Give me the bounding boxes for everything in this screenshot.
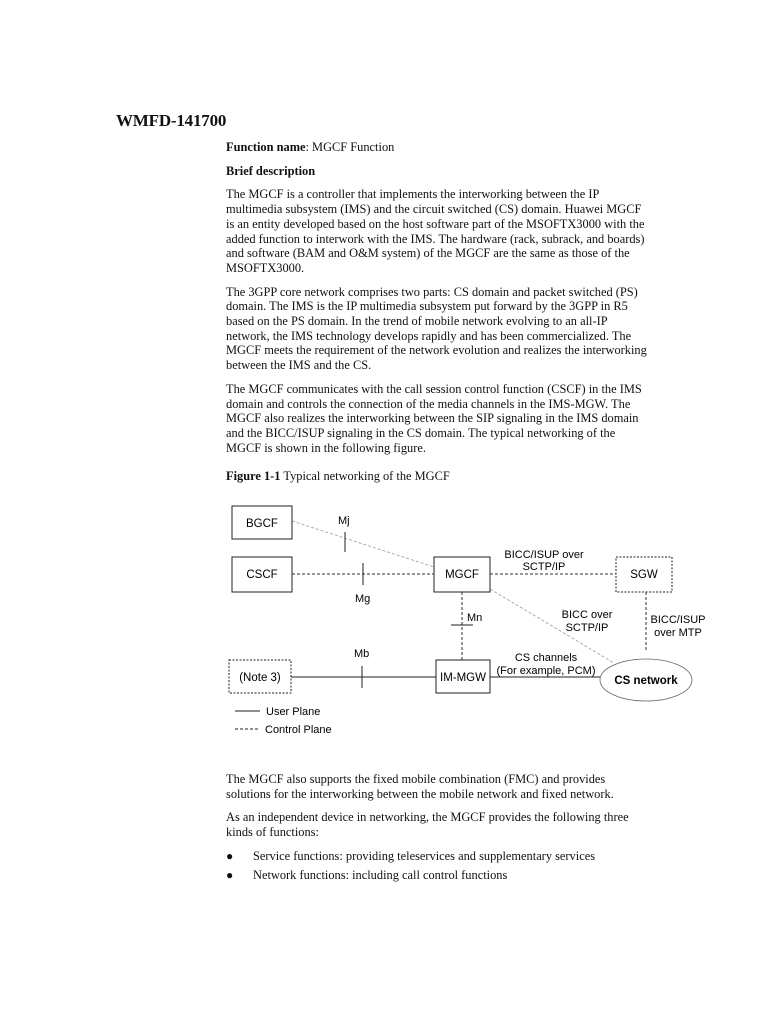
function-name-line bbox=[226, 140, 650, 155]
figure-label: Figure 1-1 bbox=[226, 469, 281, 484]
bicc-mtp-label-2: over MTP bbox=[654, 627, 702, 639]
bgcf-label: BGCF bbox=[246, 518, 278, 530]
cs-network-node bbox=[600, 659, 692, 701]
paragraph: The MGCF communicates with the call session control function (CSCF) in the IMS domain and controls the connection of the media channels in the IMS-MGW. The MGCF also realizes the interworking between the SIP signaling in the IMS domain and the BICC/ISUP signaling in the CS domain. The typical networking of the MGCF is shown in the following figure. bbox=[226, 381, 642, 455]
after-figure-content bbox=[226, 772, 650, 886]
sgw-node bbox=[616, 557, 672, 592]
mj-label: Mj bbox=[338, 515, 350, 527]
cs-channels-label-1: CS channels bbox=[514, 652, 578, 664]
bgcf-mgcf-link bbox=[292, 521, 434, 567]
sgw-label: SGW bbox=[630, 569, 658, 581]
cscf-node bbox=[232, 557, 292, 592]
figure-caption-text: Typical networking of the MGCF bbox=[280, 469, 450, 484]
bicc-over-label-1: BICC over bbox=[561, 609, 613, 621]
note3-label: (Note 3) bbox=[239, 672, 281, 684]
networking-diagram bbox=[226, 500, 706, 750]
brief-description-heading: Brief description bbox=[226, 163, 316, 178]
function-name-value: : MGCF Function bbox=[305, 140, 395, 154]
bicc-sctp-label-2: SCTP/IP bbox=[522, 561, 566, 573]
bicc-over-label-2: SCTP/IP bbox=[565, 622, 609, 634]
note3-node bbox=[229, 660, 291, 693]
im-mgw-label: IM-MGW bbox=[440, 672, 486, 684]
function-list bbox=[226, 849, 650, 882]
bicc-sctp-label-1: BICC/ISUP over bbox=[504, 549, 584, 561]
main-content bbox=[226, 140, 650, 493]
function-name-label: Function name bbox=[226, 140, 306, 154]
paragraph: The MGCF is a controller that implements the interworking between the IP multimedia subsystem (IMS) and the circuit switched (CS) domain. Huawei MGCF is an entity developed based on the host software part of the MSOFTX3000 with the added function to interwork with the IMS. The hardware (rack, subrack, and boards) and software (BAM and O&M system) of the MGCF are the same as those of the MSOFTX3000. bbox=[226, 187, 645, 275]
legend bbox=[235, 706, 332, 736]
mb-label: Mb bbox=[354, 648, 370, 660]
mn-label: Mn bbox=[467, 612, 483, 624]
mgcf-label: MGCF bbox=[445, 569, 479, 581]
legend-user-plane: User Plane bbox=[266, 706, 321, 718]
mg-label: Mg bbox=[355, 593, 371, 605]
cs-network-label: CS network bbox=[614, 675, 678, 687]
paragraph: The 3GPP core network comprises two parts: CS domain and packet switched (PS) domain. The IMS is the IP multimedia subsystem put forward by the 3GPP in R5 based on the PS domain. In the trend of mobile network evolving to an all-IP network, the IMS technology develops rapidly and has been commercialized. The MGCF meets the requirement of the network evolution and realizes the interworking between the IMS and the CS. bbox=[226, 284, 647, 373]
figure-caption bbox=[226, 469, 650, 484]
mgcf-node bbox=[434, 557, 490, 592]
legend-control-plane: Control Plane bbox=[265, 724, 332, 736]
paragraph: As an independent device in networking, the MGCF provides the following three kinds of functions: bbox=[226, 810, 629, 840]
paragraph: The MGCF also supports the fixed mobile combination (FMC) and provides solutions for the interworking between the mobile network and fixed network. bbox=[226, 772, 614, 801]
bullet-icon: ● bbox=[226, 848, 234, 863]
list-item bbox=[226, 849, 650, 864]
list-item-text: Network functions: including call control functions bbox=[253, 867, 508, 882]
bicc-mtp-label-1: BICC/ISUP bbox=[650, 614, 706, 626]
list-item-text: Service functions: providing teleservices and supplementary services bbox=[253, 848, 596, 863]
document-id: WMFD-141700 bbox=[116, 111, 227, 130]
cs-channels-label-2: (For example, PCM) bbox=[496, 665, 596, 677]
im-mgw-node bbox=[436, 660, 490, 693]
list-item bbox=[226, 868, 650, 883]
bgcf-node bbox=[232, 506, 292, 539]
bullet-icon: ● bbox=[226, 867, 234, 882]
cscf-label: CSCF bbox=[246, 569, 278, 581]
